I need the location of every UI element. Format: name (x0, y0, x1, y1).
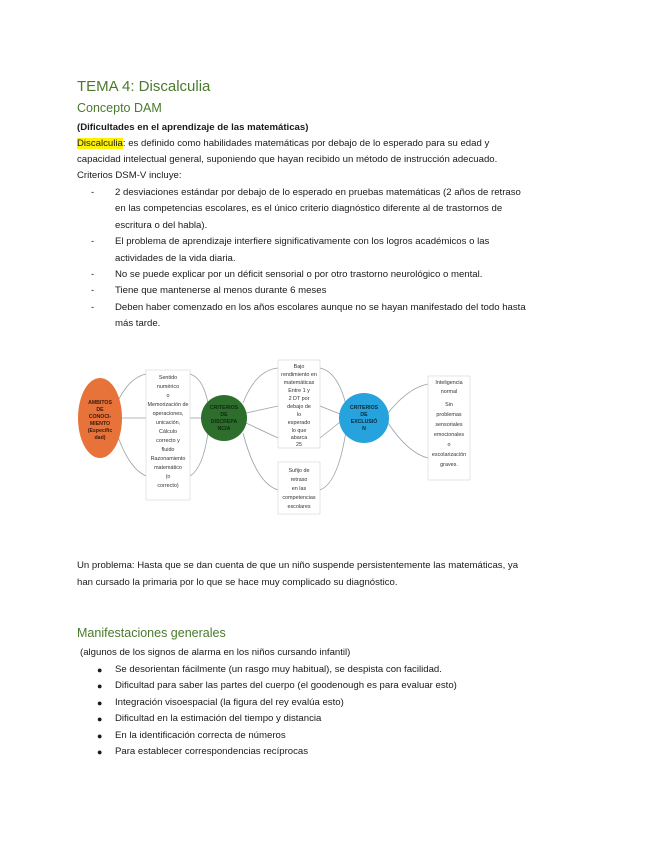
box-right-line: normal (440, 389, 458, 395)
connector (388, 384, 428, 413)
box-bottom-line: escolares (287, 504, 311, 510)
node-discrepancia (201, 395, 247, 441)
box-left-line: correcto y (156, 438, 180, 444)
criteria-line: actividades de la vida diaria. (115, 252, 236, 264)
node-discrepancia-label: CRITERIOS (209, 405, 239, 411)
box-bottom-line: en las (291, 486, 307, 492)
box-left-line: Razonamiento (150, 456, 186, 462)
box-right-line: escolarización (431, 452, 467, 458)
criteria-item (77, 185, 577, 234)
criteria-item (77, 283, 577, 299)
dash-marker: - (91, 301, 95, 313)
criteria-line: escritura o del habla). (115, 219, 208, 231)
node-discrepancia-label: DE (220, 412, 228, 418)
box-right-line: sensoriales (435, 422, 463, 428)
connector (388, 423, 428, 458)
node-ambitos-label: (Específic (87, 428, 113, 434)
definition-line-1 (77, 136, 577, 152)
dash-marker: - (91, 187, 95, 198)
definition-line-2: capacidad intelectual general, suponiendo que hayan recibido un método de instrucción adecuado. (77, 154, 498, 165)
node-discrepancia-label: DISCREPA (210, 419, 238, 425)
box-left-line: Memorización de (147, 402, 189, 408)
box-top-line: lo (296, 412, 302, 418)
bullet-marker: ● (97, 730, 103, 741)
list-item-text: Dificultad en la estimación del tiempo y distancia (115, 713, 322, 725)
node-discrepancia-label: NCIA (217, 426, 231, 432)
list-item-text: Para establecer correspondencias recíprocas (115, 746, 309, 758)
connector (320, 368, 346, 405)
concept-diagram (78, 358, 568, 518)
definition-text-1: : es definido como habilidades matemáticas por debajo de lo esperado para su edad y (122, 138, 490, 149)
box-left-line: unicación, (155, 420, 181, 426)
box-left-line: fluido (161, 447, 175, 453)
node-ambitos-label: MIENTO (89, 421, 111, 427)
list-item-text: Integración visoespacial (la figura del rey evalúa esto) (115, 696, 344, 708)
connector (190, 433, 208, 476)
list-item (77, 728, 577, 744)
node-exclusion-label: CRITERIOS (349, 405, 379, 411)
box-left-line: operaciones, (152, 411, 184, 417)
criteria-item (77, 267, 577, 283)
box-right-line: Inteligencia (435, 380, 463, 386)
criteria-list (77, 185, 577, 333)
box-left-line: matemático (154, 465, 182, 471)
bullet-marker: ● (97, 697, 103, 708)
bullet-marker: ● (97, 681, 103, 692)
box-left-line: Sentido (158, 375, 178, 381)
bullet-marker: ● (97, 747, 103, 758)
list-item (77, 662, 577, 678)
intro-bold-line: (Dificultades en el aprendizaje de las matemáticas) (77, 122, 309, 133)
criteria-line: 2 desviaciones estándar por debajo de lo esperado en pruebas matemáticas (2 años de retraso (115, 187, 521, 198)
node-ambitos-label: AMBITOS (88, 400, 112, 406)
connector (246, 406, 278, 413)
box-left-line: Cálculo (159, 429, 177, 435)
connector (320, 406, 340, 414)
box-bottom-line: retraso (290, 477, 308, 483)
node-exclusion (339, 393, 389, 443)
connector (116, 431, 146, 476)
list-item-text: En la identificación correcta de números (115, 729, 286, 741)
connector (320, 431, 346, 490)
list-item (77, 678, 577, 694)
connector (243, 368, 278, 403)
box-top-line: Entre 1 y (288, 388, 310, 394)
dash-marker: - (91, 236, 95, 248)
box-right-line: problemas (436, 412, 462, 418)
list-item-text: Dificultad para saber las partes del cuerpo (el goodenough es para evaluar esto) (115, 680, 457, 692)
box-top-line: esperado (287, 420, 311, 426)
box-top-line: rendimiento en (281, 372, 317, 378)
box-right-line: emocionales (433, 432, 465, 438)
box-top-line: 25 (296, 442, 302, 448)
connector (246, 423, 278, 438)
list-item (77, 695, 577, 711)
node-ambitos-label: DE (96, 407, 104, 413)
section-title-concepto: Concepto DAM (77, 101, 162, 115)
box-top-line: abarca (290, 435, 308, 441)
list-item (77, 711, 577, 727)
criteria-line: Deben haber comenzado en los años escolares aunque no se hayan manifestado del todo hasta (115, 301, 526, 313)
bullet-marker: ● (97, 665, 103, 675)
manifestaciones-list (77, 662, 577, 760)
node-ambitos-label: dad) (94, 435, 106, 441)
node-exclusion-label: DE (360, 412, 368, 418)
dash-marker: - (91, 285, 95, 297)
highlighted-term: Discalculia (77, 138, 123, 149)
criteria-line: Tiene que mantenerse al menos durante 6 meses (115, 285, 327, 297)
criteria-heading: Criterios DSM-V incluye: (77, 170, 182, 181)
problem-line-2: han cursado la primaria por lo que se hace muy complicado su diagnóstico. (77, 577, 398, 588)
box-left-line: o (166, 393, 170, 399)
box-top-line: 2 DT por (288, 396, 310, 402)
dash-marker: - (91, 269, 95, 281)
criteria-line: No se puede explicar por un déficit sensorial o por otro trastorno neurológico o mental. (115, 269, 483, 281)
criteria-line: en las competencias escolares, es el único criterio diagnóstico diferente al de trastornos de (115, 203, 503, 215)
connector (243, 433, 278, 490)
box-right-line: graves. (440, 462, 458, 468)
section-title-manifestaciones: Manifestaciones generales (77, 626, 226, 640)
criteria-line: más tarde. (115, 318, 161, 330)
box-right-line: o (447, 442, 451, 448)
box-left-line: correcto) (157, 483, 179, 489)
box-right-line: Sin (445, 402, 453, 408)
node-ambitos-label: CONOCI- (88, 414, 112, 420)
bullet-marker: ● (97, 714, 103, 725)
connector (116, 374, 146, 405)
problem-line-1: Un problema: Hasta que se dan cuenta de que un niño suspende persistentemente las matemáticas, ya (77, 560, 519, 571)
list-item-text: Se desorientan fácilmente (un rasgo muy habitual), se despista con facilidad. (115, 664, 442, 675)
box-top-line: Bajo (293, 364, 305, 370)
box-top-line: debajo de (287, 404, 311, 410)
box-bottom-line: competencias (282, 495, 316, 501)
criteria-item (77, 300, 577, 333)
page-title: TEMA 4: Discalculia (77, 78, 211, 95)
connector (190, 374, 208, 403)
box-left-line: numérico (156, 384, 180, 390)
criteria-item (77, 234, 577, 267)
node-exclusion-label: EXCLUSIÓ (350, 419, 378, 425)
manifestaciones-note: (algunos de los signos de alarma en los niños cursando infantil) (80, 647, 351, 658)
box-top-line: lo que (291, 428, 307, 434)
connector (320, 422, 340, 438)
list-item (77, 744, 577, 760)
box-top-line: matemáticas (283, 380, 315, 386)
box-bottom-line: Sufijo de (288, 468, 310, 474)
criteria-line: El problema de aprendizaje interfiere significativamente con los logros académicos o las (115, 236, 490, 248)
node-exclusion-label: N (362, 426, 366, 432)
box-left-line: (o (165, 474, 171, 480)
